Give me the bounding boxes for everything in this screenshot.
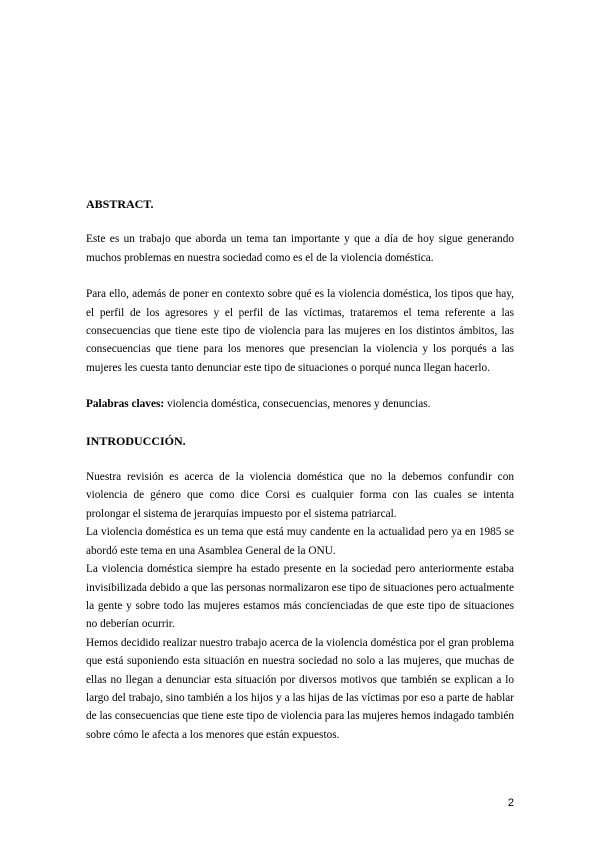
page-content	[86, 195, 514, 744]
abstract-paragraph-1: Este es un trabajo que aborda un tema tan importante y que a día de hoy sigue generando muchos problemas en nuestra sociedad como es el de la violencia doméstica.	[86, 233, 514, 264]
keywords-text: violencia doméstica, consecuencias, menores y denuncias.	[164, 398, 431, 411]
keywords-label: Palabras claves:	[86, 398, 165, 411]
introduction-paragraph-3: La violencia doméstica siempre ha estado presente en la sociedad pero anteriormente estaba invisibilizada debido a que las personas normalizaron ese tipo de situaciones pero actualmente la gente y sobre todo las mujeres estamos más concienciadas de que este tipo de situaciones no deberían ocurrir.	[86, 563, 514, 631]
introduction-heading: INTRODUCCIÓN.	[86, 433, 186, 448]
abstract-heading: ABSTRACT.	[86, 197, 154, 211]
page-number: 2	[507, 797, 514, 809]
abstract-paragraph-2: Para ello, además de poner en contexto sobre qué es la violencia doméstica, los tipos que hay, el perfil de los agresores y el perfil de las víctimas, trataremos el tema referente a las consecuencias que tiene este tipo de violencia para las mujeres en los distintos ámbitos, las consecuencias que tiene para los menores que presencian la violencia y los porqués a las mujeres les cuesta tanto denunciar este tipo de situaciones o porqué nunca llegan hacerlo.	[86, 288, 514, 374]
introduction-paragraph-4: Hemos decidido realizar nuestro trabajo acerca de la violencia doméstica por el gran problema que está suponiendo esta situación en nuestra sociedad no solo a las mujeres, que muchas de ellas no llegan a denunciar esta situación por diversos motivos que también se explican a lo largo del trabajo, sino también a los hijos y a las hijas de las víctimas por eso a parte de hablar de las consecuencias que tiene este tipo de violencia para las mujeres hemos indagado también sobre cómo le afecta a los menores que están expuestos.	[86, 636, 514, 741]
introduction-paragraph-1: Nuestra revisión es acerca de la violencia doméstica que no la debemos confundir con violencia de género que como dice Corsi es cualquier forma con las cuales se intenta prolongar el sistema de jerarquías impuesto por el sistema patriarcal.	[86, 471, 514, 520]
keywords-line	[86, 395, 514, 413]
introduction-paragraph-2: La violencia doméstica es un tema que está muy candente en la actualidad pero ya en 1985 se abordó este tema en una Asamblea General de la ONU.	[86, 526, 514, 557]
